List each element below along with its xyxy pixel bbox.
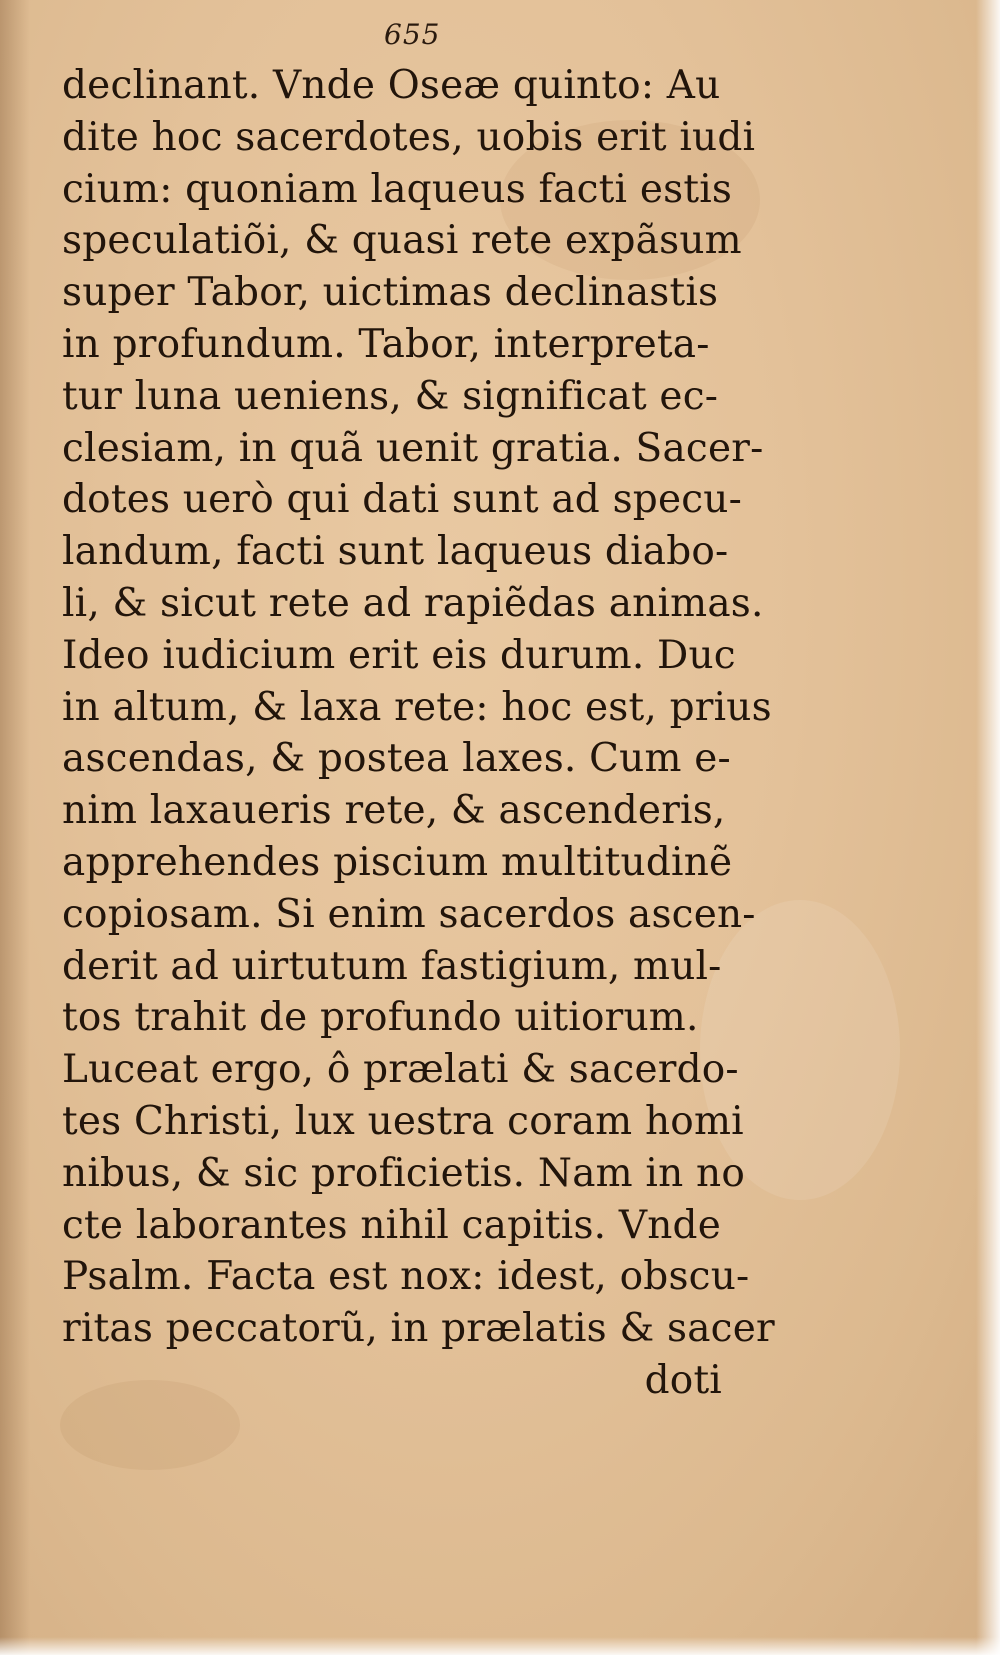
text-line: speculatiõi, & quasi rete expãsum <box>62 218 742 264</box>
text-line: derit ad uirtutum fastigium, mul- <box>62 943 722 989</box>
page-edge <box>976 0 1000 1655</box>
text-line: super Tabor, uictimas declinastis <box>62 270 719 316</box>
page-gutter-shadow <box>0 0 30 1655</box>
catchword: doti <box>644 1357 722 1403</box>
text-line: cte laborantes nihil capitis. Vnde <box>62 1202 722 1248</box>
text-line: tes Christi, lux uestra coram homi <box>62 1098 744 1144</box>
text-line: tos trahit de profundo uitiorum. <box>62 995 699 1041</box>
body-text <box>62 60 775 1407</box>
text-line: tur luna ueniens, & significat ec- <box>62 373 719 419</box>
text-line: in altum, & laxa rete: hoc est, prius <box>62 684 772 730</box>
text-line: landum, facti sunt laqueus diabo- <box>62 529 729 575</box>
text-line: copiosam. Si enim sacerdos ascen- <box>62 891 756 937</box>
text-line: Ideo iudicium erit eis durum. Duc <box>62 632 736 678</box>
text-line: dite hoc sacerdotes, uobis erit iudi <box>62 114 756 160</box>
text-line: dotes uerò qui dati sunt ad specu- <box>62 477 742 523</box>
text-line: nim laxaueris rete, & ascenderis, <box>62 788 726 834</box>
page-number: 655 <box>384 18 441 51</box>
page-edge-bottom <box>0 1637 1000 1655</box>
text-line: nibus, & sic proficietis. Nam in no <box>62 1150 746 1196</box>
text-line: ritas peccatorũ, in prælatis & sacer <box>62 1306 775 1352</box>
text-line: Luceat ergo, ô prælati & sacerdo- <box>62 1047 739 1093</box>
text-line: li, & sicut rete ad rapiẽdas animas. <box>62 580 764 626</box>
text-line: clesiam, in quã uenit gratia. Sacer- <box>62 425 764 471</box>
text-line: Psalm. Facta est nox: idest, obscu- <box>62 1254 750 1300</box>
text-line: declinant. Vnde Oseæ quinto: Au <box>62 63 721 108</box>
text-line: ascendas, & postea laxes. Cum e- <box>62 736 731 782</box>
text-line: apprehendes piscium multitudinẽ <box>62 839 733 885</box>
text-line: cium: quoniam laqueus facti estis <box>62 166 733 212</box>
text-line: in profundum. Tabor, interpreta- <box>62 321 710 367</box>
